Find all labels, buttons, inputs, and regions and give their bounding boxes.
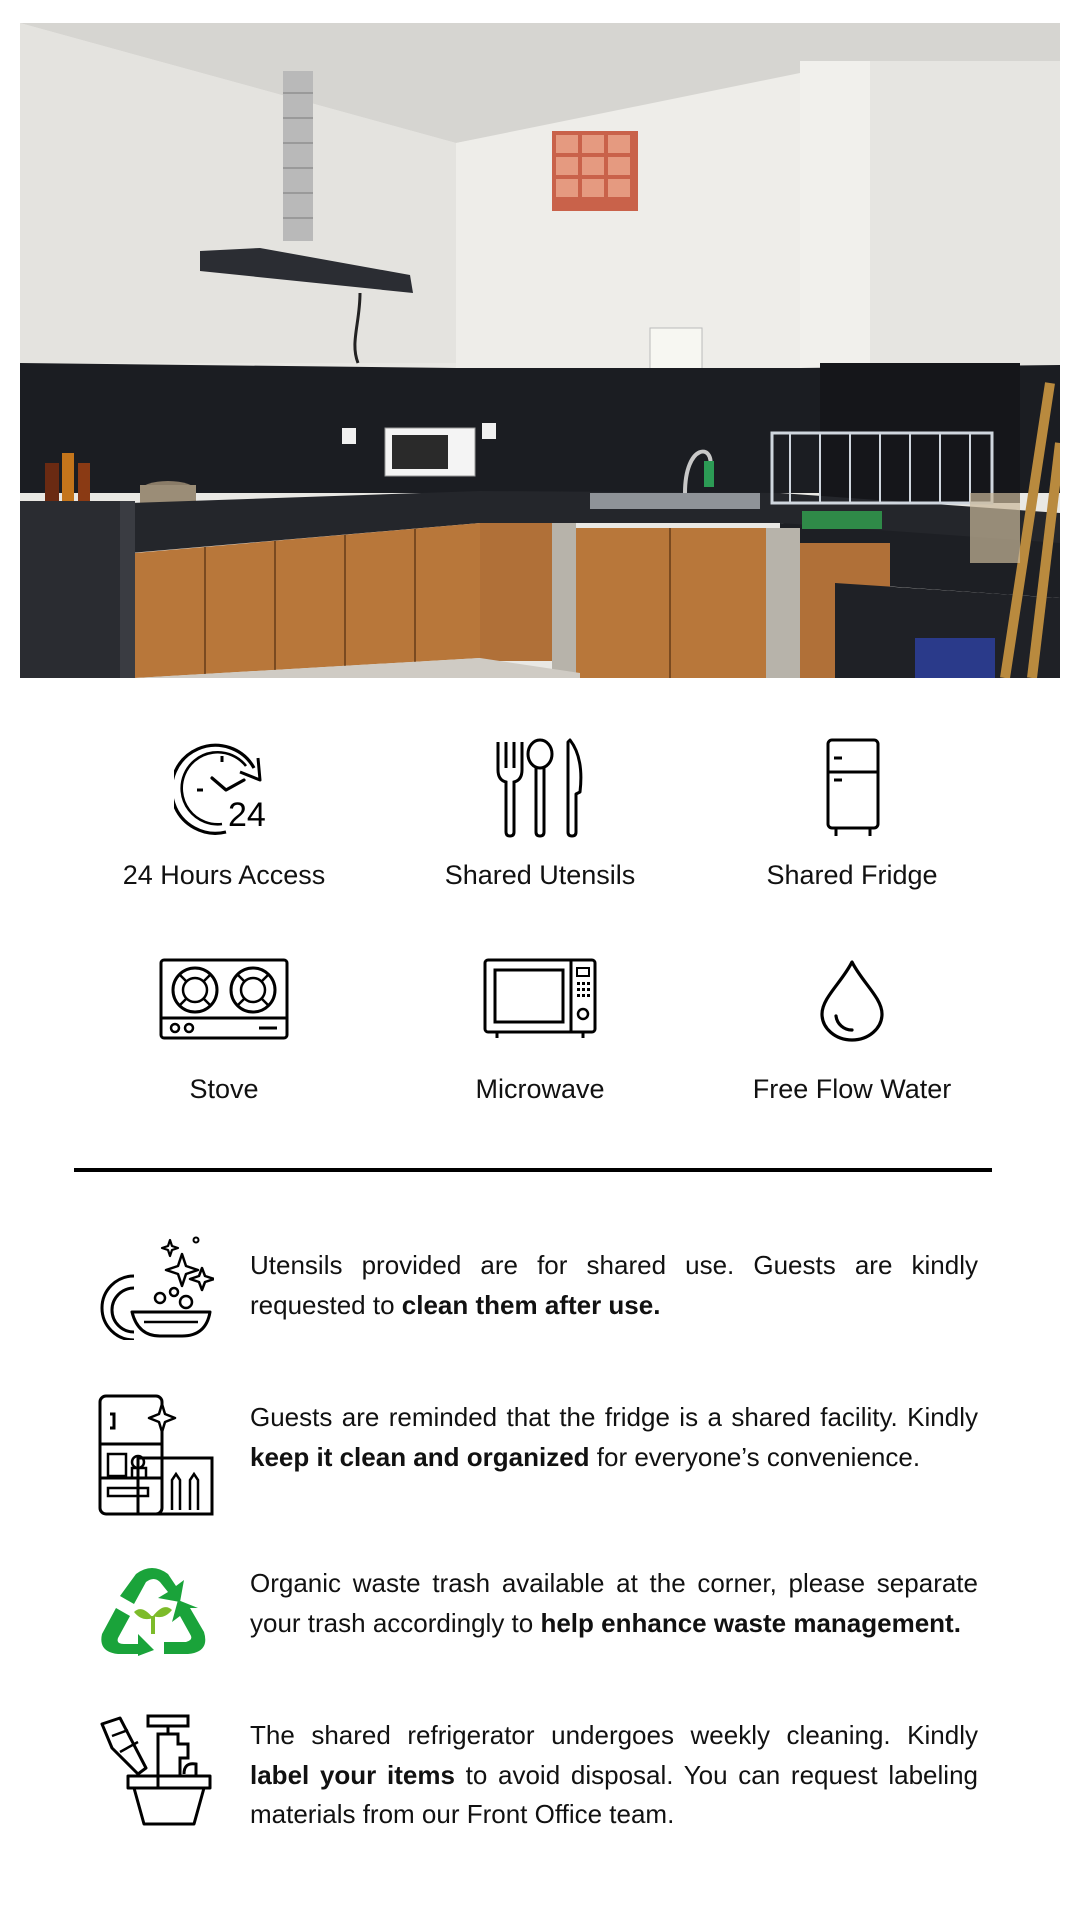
amenity-label: Stove <box>189 1074 259 1104</box>
rule-emphasis: keep it clean and organized <box>250 1441 590 1472</box>
clean-fridge-icon <box>98 1394 214 1516</box>
water-drop-icon <box>812 958 892 1042</box>
rule-emphasis: clean them after use. <box>401 1289 661 1320</box>
amenity-label: 24 Hours Access <box>122 860 326 890</box>
amenity-shared-fridge <box>702 738 1002 891</box>
rule-text: Organic waste trash available at the corner, please separate your trash accordingly to help enhance waste management. <box>250 1568 978 1638</box>
svg-text:24: 24 <box>228 796 266 834</box>
microwave-icon <box>483 958 597 1040</box>
clean-dishes-icon <box>98 1236 214 1340</box>
rule-emphasis: help enhance waste management. <box>540 1607 961 1638</box>
organic-recycle-icon <box>98 1564 208 1656</box>
rule-text: Utensils provided are for shared use. Guests are kindly requested to clean them after use. <box>250 1250 978 1320</box>
rule-text: The shared refrigerator undergoes weekly cleaning. Kindly label your items to avoid disposal. You can request labeling materials from our Front Office team. <box>250 1720 978 1829</box>
amenity-label: Microwave <box>475 1074 605 1104</box>
amenity-label: Shared Fridge <box>766 860 938 890</box>
amenity-label: Shared Utensils <box>444 860 636 890</box>
kitchen-photo <box>20 23 1060 678</box>
amenity-microwave <box>390 958 690 1105</box>
amenity-shared-utensils <box>390 738 690 891</box>
utensils-icon <box>490 738 590 838</box>
amenity-24-hours-access <box>74 738 374 891</box>
stove-icon <box>159 958 289 1040</box>
amenity-free-flow-water <box>702 958 1002 1105</box>
clock-24-icon <box>174 738 274 838</box>
rule-text: Guests are reminded that the fridge is a shared facility. Kindly keep it clean and organized for everyone’s convenience. <box>250 1402 978 1472</box>
amenity-stove <box>74 958 374 1105</box>
amenity-label: Free Flow Water <box>752 1074 952 1104</box>
cleaning-bucket-icon <box>98 1714 214 1826</box>
fridge-icon <box>802 738 902 838</box>
section-divider <box>74 1168 992 1172</box>
rule-emphasis: label your items <box>250 1759 455 1790</box>
